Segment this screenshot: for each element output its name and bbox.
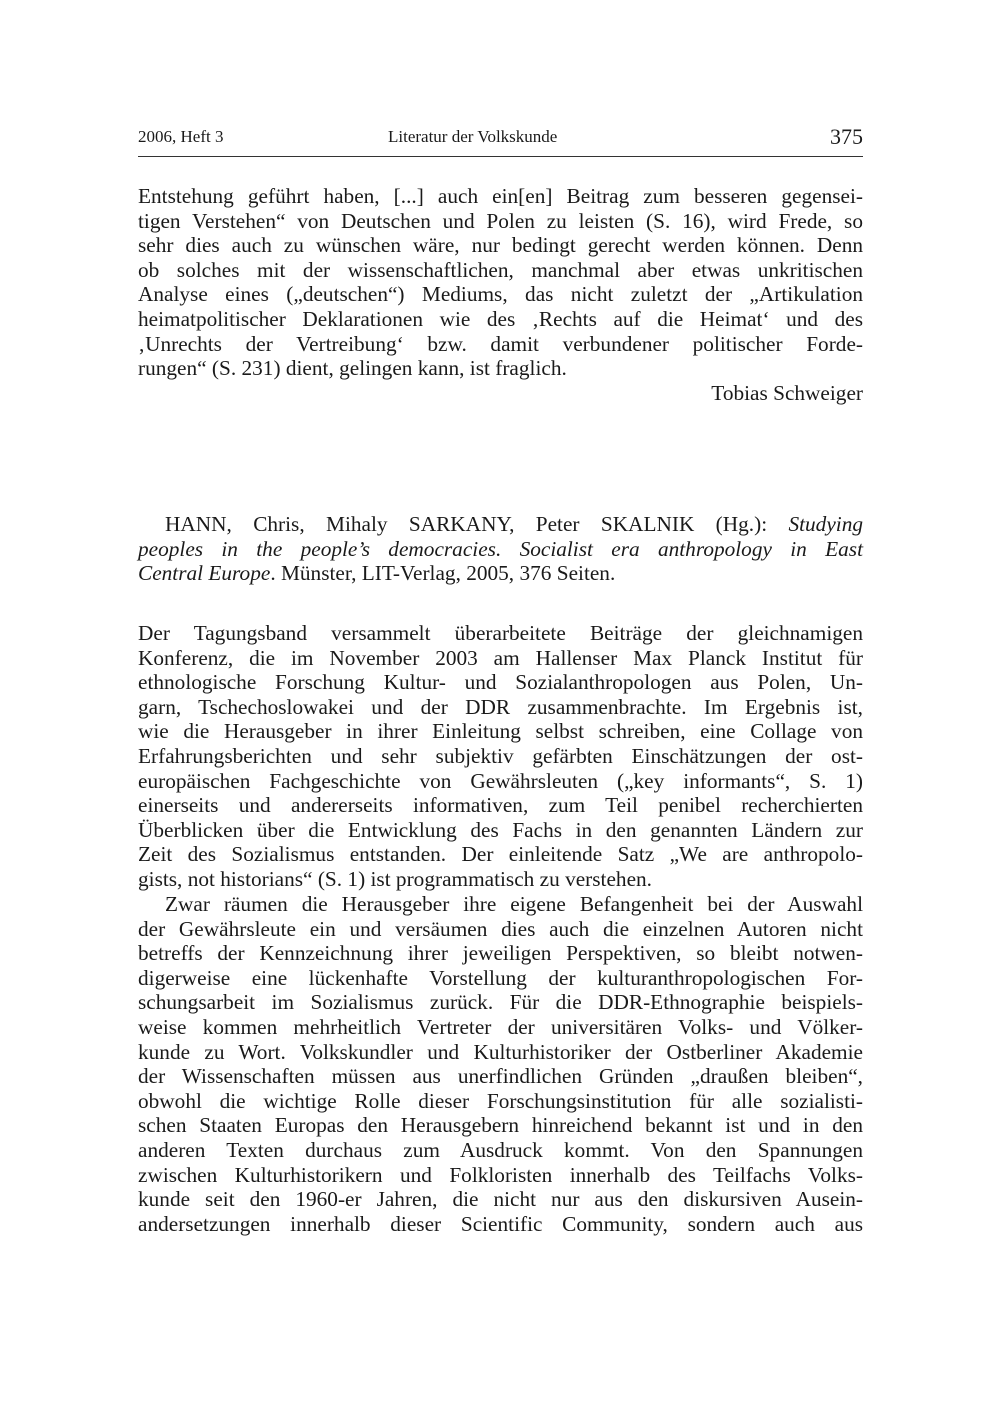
review-paragraph-1 (138, 621, 863, 892)
text-line: Entstehung geführt haben, [...] auch ein[en] Beitrag zum besseren gegensei- (138, 184, 863, 208)
citation-title: Studying (788, 512, 863, 536)
text-line: der Gewährsleute ein und versäumen dies auch die einzelnen Autoren nicht (138, 916, 863, 941)
text-line: rungen“ (S. 231) dient, gelingen kann, ist fraglich. (138, 356, 567, 381)
book-citation (138, 512, 863, 586)
text-line: obwohl die wichtige Rolle dieser Forschungsinstitution für alle sozialisti- (138, 1088, 863, 1113)
text-line: digerweise eine lückenhafte Vorstellung der kulturanthropologischen For- (138, 965, 863, 990)
text-line: gists, not historians“ (S. 1) ist programmatisch zu verstehen. (138, 866, 652, 891)
running-head (138, 122, 863, 152)
text-line: garn, Tschechoslowakei und der DDR zusammenbrachte. Im Ergebnis ist, (138, 694, 863, 719)
text-line: Zwar räumen die Herausgeber ihre eigene Befangenheit bei der Auswahl (165, 892, 863, 916)
text-line: weise kommen mehrheitlich Vertreter der universitären Volks- und Völker- (138, 1014, 863, 1039)
text-line: anderen Texten durchaus zum Ausdruck kommt. Von den Spannungen (138, 1137, 863, 1162)
reviewer-signature: Tobias Schweiger (711, 380, 863, 405)
text-line: wie die Herausgeber in ihrer Einleitung selbst schreiben, eine Collage von (138, 719, 863, 744)
citation-title: Central Europe (138, 561, 271, 586)
text-line: andersetzungen innerhalb dieser Scientific Community, sondern auch aus (138, 1211, 863, 1236)
issue-label: 2006, Heft 3 (138, 127, 224, 146)
text-line: europäischen Fachgeschichte von Gewährsleuten („key informants“, S. 1) (138, 768, 863, 793)
citation-authors: HANN, Chris, Mihaly SARKANY, Peter SKALNIK (Hg.): (165, 512, 789, 536)
citation-publication: . Münster, LIT-Verlag, 2005, 376 Seiten. (270, 561, 616, 586)
citation-line (138, 512, 863, 537)
citation-title-line: peoples in the people’s democracies. Socialist era anthropology in East (138, 536, 863, 561)
text-line: Konferenz, die im November 2003 am Hallenser Max Planck Institut für (138, 645, 863, 670)
text-line: heimatpolitischer Deklarationen wie des ‚Rechts auf die Heimat‘ und des (138, 306, 863, 331)
text-line: Erfahrungsberichten und sehr subjektiv gefärbten Einschätzungen der ost- (138, 743, 863, 768)
text-line: schen Staaten Europas den Herausgebern hinreichend bekannt ist und in den (138, 1113, 863, 1138)
text-line: ‚Unrechts der Vertreibung‘ bzw. damit verbundener politischer Forde- (138, 331, 863, 356)
text-line: Analyse eines („deutschen“) Mediums, das nicht zuletzt der „Artikulation (138, 282, 863, 307)
text-line: Der Tagungsband versammelt überarbeitete Beiträge der gleichnamigen (138, 621, 863, 645)
section-title: Literatur der Volkskunde (388, 127, 558, 146)
text-line: Zeit des Sozialismus entstanden. Der einleitende Satz „We are anthropolo- (138, 842, 863, 867)
text-line: betreffs der Kennzeichnung ihrer jeweiligen Perspektiven, so bleibt notwen- (138, 941, 863, 966)
previous-review-ending (138, 184, 863, 405)
text-line: kunde zu Wort. Volkskundler und Kulturhistoriker der Ostberliner Akademie (138, 1039, 863, 1064)
text-line: zwischen Kulturhistorikern und Folkloristen innerhalb des Teilfachs Volks- (138, 1162, 863, 1187)
text-line: schungsarbeit im Sozialismus zurück. Für die DDR-Ethnographie beispiels- (138, 990, 863, 1015)
page-number: 375 (830, 124, 863, 149)
text-line: tigen Verstehen“ von Deutschen und Polen zu leisten (S. 16), wird Frede, so (138, 208, 863, 233)
header-rule (138, 156, 863, 157)
text-line: ethnologische Forschung Kultur- und Sozialanthropologen aus Polen, Un- (138, 670, 863, 695)
review-paragraph-2 (138, 892, 863, 1236)
text-line: einerseits und andererseits informativen, zum Teil penibel recherchierten (138, 793, 863, 818)
text-line: Überblicken über die Entwicklung des Fachs in den genannten Ländern zur (138, 817, 863, 842)
text-line: ob solches mit der wissenschaftlichen, manchmal aber etwas unkritischen (138, 257, 863, 282)
citation-line (138, 561, 863, 586)
text-line: kunde seit den 1960-er Jahren, die nicht nur aus den diskursiven Ausein- (138, 1187, 863, 1212)
text-line: sehr dies auch zu wünschen wäre, nur bedingt gerecht werden können. Denn (138, 233, 863, 258)
text-line: der Wissenschaften müssen aus unerfindlichen Gründen „draußen bleiben“, (138, 1064, 863, 1089)
